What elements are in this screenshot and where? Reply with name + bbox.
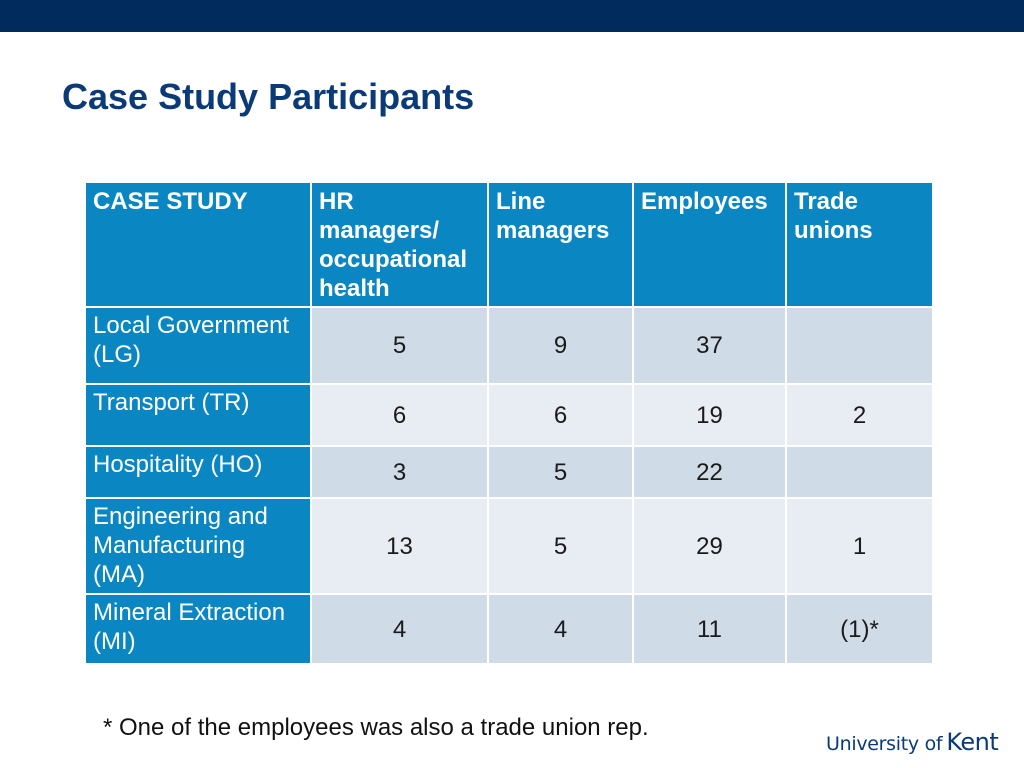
footnote: * One of the employees was also a trade union rep. <box>103 714 649 741</box>
cell-hr-managers: 6 <box>311 384 488 446</box>
cell-trade-unions: (1)* <box>786 594 933 664</box>
header-line-managers: Line managers <box>488 182 633 307</box>
cell-trade-unions <box>786 307 933 384</box>
cell-employees: 37 <box>633 307 786 384</box>
cell-employees: 19 <box>633 384 786 446</box>
row-label: Mineral Extraction (MI) <box>85 594 311 664</box>
cell-employees: 11 <box>633 594 786 664</box>
table-row <box>85 384 933 446</box>
table-row <box>85 498 933 594</box>
cell-trade-unions: 1 <box>786 498 933 594</box>
row-label: Transport (TR) <box>85 384 311 446</box>
row-label: Hospitality (HO) <box>85 446 311 498</box>
cell-hr-managers: 13 <box>311 498 488 594</box>
table-row <box>85 594 933 664</box>
header-hr-managers: HR managers/ occupational health <box>311 182 488 307</box>
table-header-row <box>85 182 933 307</box>
cell-trade-unions: 2 <box>786 384 933 446</box>
row-label: Local Government (LG) <box>85 307 311 384</box>
slide-title: Case Study Participants <box>62 76 475 117</box>
cell-hr-managers: 3 <box>311 446 488 498</box>
table-row <box>85 307 933 384</box>
logo-kent-text: Kent <box>946 728 999 756</box>
case-study-table <box>84 181 934 665</box>
header-trade-unions: Trade unions <box>786 182 933 307</box>
cell-employees: 29 <box>633 498 786 594</box>
logo-university-text: University of <box>826 733 943 755</box>
cell-line-managers: 5 <box>488 498 633 594</box>
header-case-study: CASE STUDY <box>85 182 311 307</box>
header-employees: Employees <box>633 182 786 307</box>
cell-hr-managers: 4 <box>311 594 488 664</box>
cell-line-managers: 4 <box>488 594 633 664</box>
top-bar <box>0 0 1024 32</box>
cell-line-managers: 5 <box>488 446 633 498</box>
cell-line-managers: 6 <box>488 384 633 446</box>
cell-line-managers: 9 <box>488 307 633 384</box>
cell-employees: 22 <box>633 446 786 498</box>
cell-trade-unions <box>786 446 933 498</box>
university-logo <box>826 728 998 756</box>
cell-hr-managers: 5 <box>311 307 488 384</box>
row-label: Engineering and Manufacturing (MA) <box>85 498 311 594</box>
table-row <box>85 446 933 498</box>
